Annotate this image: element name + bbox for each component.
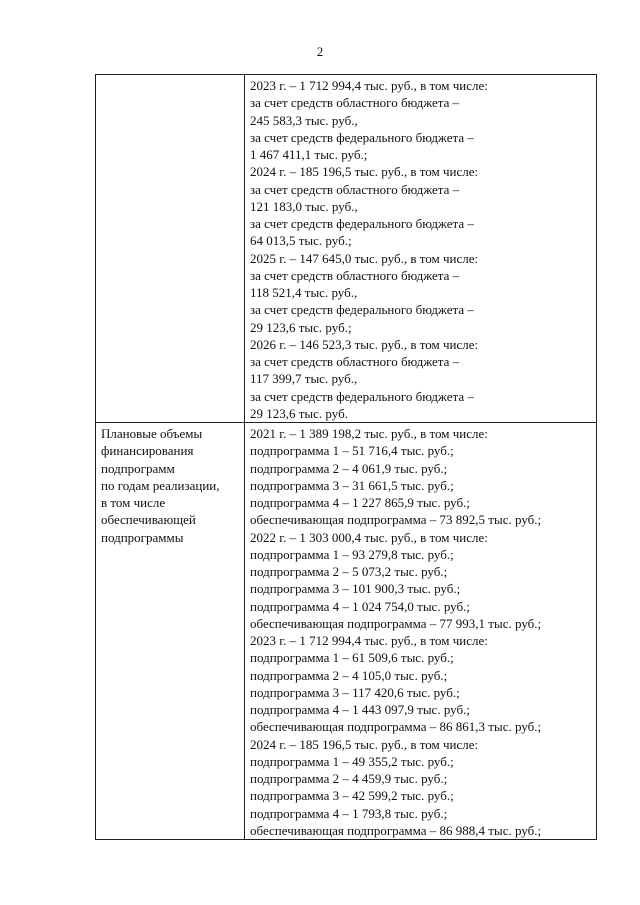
label-line: подпрограммы <box>101 529 184 545</box>
label-line: подпрограмм <box>101 460 175 476</box>
value-line: подпрограмма 2 – 4 105,0 тыс. руб.; <box>250 667 448 683</box>
value-line: 245 583,3 тыс. руб., <box>250 112 358 128</box>
value-cell <box>245 75 597 423</box>
value-line: за счет средств областного бюджета – <box>250 95 460 111</box>
value-line: за счет средств федерального бюджета – <box>250 129 474 145</box>
value-line: подпрограмма 4 – 1 024 754,0 тыс. руб.; <box>250 598 470 614</box>
value-line: 64 013,5 тыс. руб.; <box>250 233 352 249</box>
value-line: обеспечивающая подпрограмма – 86 988,4 тыс. руб.; <box>250 822 542 838</box>
value-line: за счет средств федерального бюджета – <box>250 388 474 404</box>
value-line: обеспечивающая подпрограмма – 77 993,1 тыс. руб.; <box>250 615 542 631</box>
value-line: за счет средств областного бюджета – <box>250 267 460 283</box>
value-line: подпрограмма 4 – 1 793,8 тыс. руб.; <box>250 805 448 821</box>
value-line: обеспечивающая подпрограмма – 86 861,3 тыс. руб.; <box>250 719 542 735</box>
value-line: подпрограмма 3 – 31 661,5 тыс. руб.; <box>250 477 454 493</box>
value-line: 2023 г. – 1 712 994,4 тыс. руб., в том числе: <box>250 78 488 93</box>
value-line: подпрограмма 2 – 5 073,2 тыс. руб.; <box>250 564 448 579</box>
value-line: 2021 г. – 1 389 198,2 тыс. руб., в том числе: <box>250 426 488 441</box>
label-cell <box>96 75 245 423</box>
value-line: за счет средств федерального бюджета – <box>250 302 474 318</box>
value-line: 118 521,4 тыс. руб., <box>250 285 358 300</box>
value-line: подпрограмма 3 – 117 420,6 тыс. руб.; <box>250 684 460 700</box>
value-line: подпрограмма 2 – 4 061,9 тыс. руб.; <box>250 460 448 476</box>
value-line: 2024 г. – 185 196,5 тыс. руб., в том числе: <box>250 164 479 180</box>
label-line: Плановые объемы <box>101 426 203 441</box>
value-line: подпрограмма 1 – 49 355,2 тыс. руб.; <box>250 753 454 769</box>
value-line: 2026 г. – 146 523,3 тыс. руб., в том числе: <box>250 336 479 352</box>
table-row <box>96 75 597 423</box>
value-line: 29 123,6 тыс. руб.; <box>250 319 352 335</box>
value-line: обеспечивающая подпрограмма – 73 892,5 тыс. руб.; <box>250 512 542 528</box>
value-line: за счет средств областного бюджета – <box>250 354 460 369</box>
value-cell <box>245 423 597 840</box>
value-line: подпрограмма 3 – 42 599,2 тыс. руб.; <box>250 788 454 804</box>
value-line: подпрограмма 4 – 1 443 097,9 тыс. руб.; <box>250 702 470 717</box>
value-line: подпрограмма 2 – 4 459,9 тыс. руб.; <box>250 771 448 786</box>
program-passport-table <box>95 74 597 840</box>
page-number: 2 <box>316 44 324 59</box>
value-line: 117 399,7 тыс. руб., <box>250 371 358 387</box>
value-line: подпрограмма 1 – 51 716,4 тыс. руб.; <box>250 443 454 459</box>
label-line: в том числе <box>101 495 166 510</box>
label-cell <box>96 423 245 840</box>
label-line: обеспечивающей <box>101 512 196 528</box>
value-line: 121 183,0 тыс. руб., <box>250 198 358 214</box>
value-line: подпрограмма 1 – 61 509,6 тыс. руб.; <box>250 650 454 666</box>
value-line: 2022 г. – 1 303 000,4 тыс. руб., в том числе: <box>250 529 488 545</box>
value-line: подпрограмма 4 – 1 227 865,9 тыс. руб.; <box>250 495 470 510</box>
value-line: 1 467 411,1 тыс. руб.; <box>250 147 368 162</box>
value-line: 2023 г. – 1 712 994,4 тыс. руб., в том числе: <box>250 633 488 648</box>
value-line: подпрограмма 1 – 93 279,8 тыс. руб.; <box>250 546 454 562</box>
label-line: финансирования <box>101 443 194 459</box>
value-line: подпрограмма 3 – 101 900,3 тыс. руб.; <box>250 581 461 597</box>
label-line: по годам реализации, <box>101 477 220 493</box>
value-line: 29 123,6 тыс. руб. <box>250 405 348 421</box>
table-row <box>96 423 597 840</box>
value-line: за счет средств областного бюджета – <box>250 181 460 197</box>
value-line: 2025 г. – 147 645,0 тыс. руб., в том числе: <box>250 250 479 266</box>
value-line: 2024 г. – 185 196,5 тыс. руб., в том числе: <box>250 736 479 752</box>
value-line: за счет средств федерального бюджета – <box>250 216 474 231</box>
